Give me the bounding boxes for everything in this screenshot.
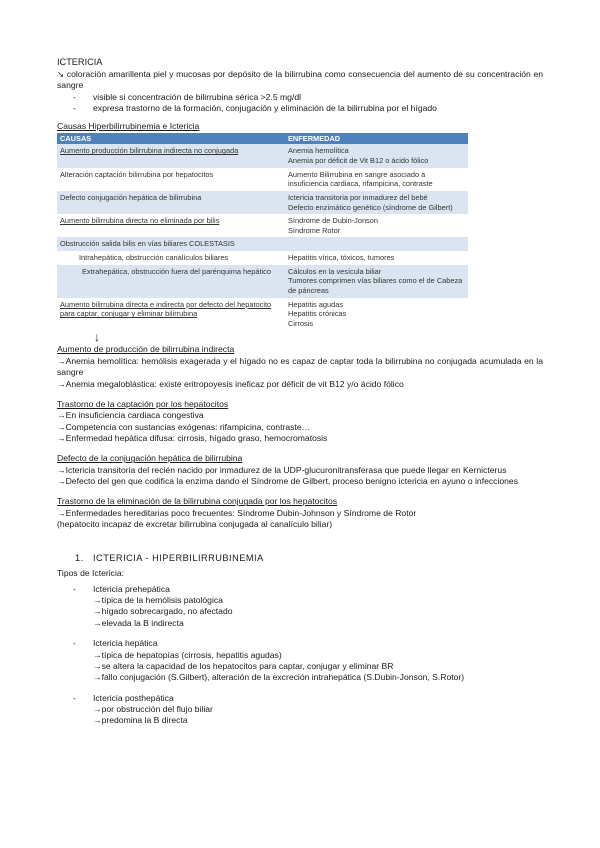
section-line: →Anemia megaloblástica: existe eritropoyesis ineficaz por déficit de vit B12 y/o ácido fólico (57, 378, 404, 389)
document-content (57, 56, 543, 736)
type-group (57, 693, 543, 727)
section-line: →Enfermedad hepática difusa: cirrosis, hígado graso, hemocromatosis (57, 432, 328, 443)
table-cell-cause: Aumento producción bilirrubina indirecta no conjugada (57, 144, 285, 167)
type-item: →se altera la capacidad de los hepatocitos para captar, conjugar y eliminar BR (93, 660, 394, 671)
section-line: →Anemia hemolítica: hemólisis exagerada y el hígado no es capaz de captar toda la bilirrubina no conjugada acumulada en la sangre (57, 355, 543, 378)
type-group (57, 584, 543, 629)
intro-point: - visible si concentración de bilirrubina sérica >2.5 mg/dl (73, 91, 302, 102)
types-label: Tipos de Ictericia: (57, 568, 125, 579)
table-header-causes: CAUSAS (57, 133, 285, 145)
intro-text: coloración amarillenta piel y mucosas por depósito de la bilirrubina como consecuencia del aumento de su concentración en sangre (57, 69, 543, 91)
section-elimination (57, 496, 543, 530)
type-group (57, 638, 543, 683)
section-line: →Competencia con sustancias exógenas: rifampicina, contraste… (57, 421, 311, 432)
table-row (57, 214, 468, 237)
table-cell-disease: Síndrome de Dubin-Jonson Síndrome Rotor (288, 216, 378, 235)
document-title: ICTERICIA (57, 57, 103, 67)
table-cell-disease: Cálculos en la vesícula biliar Tumores comprimen vías biliares como el de Cabeza de páncreas (285, 265, 468, 298)
intro-points (57, 92, 543, 115)
section-line: →Ictericia transitoria del recién nacido por inmadurez de la UDP-glucuronitransferasa que puede llegar en Kernicterus (57, 464, 507, 475)
section-heading: Trastorno de la captación por los hepatocitos (57, 398, 229, 409)
section-conjugation (57, 453, 543, 487)
table-row (57, 251, 468, 265)
table-cell-disease: Hepatitis agudas Hepatitis crónicas Cirrosis (288, 299, 347, 328)
type-item: →típica de la hemólisis patológica (93, 595, 223, 606)
section-heading: Aumento de producción de bilirrubina indirecta (57, 344, 235, 355)
table-cell-cause: Obstrucción salida bilis en vías biliares COLESTASIS (57, 237, 285, 251)
type-item: →fallo conjugación (S.Gilbert), alteración de la excreción intrahepática (S.Dubin-Jonson, S.Rotor) (93, 672, 465, 683)
type-name: - Ictericia prehepática (73, 583, 170, 594)
type-item: →típica de hepatopías (cirrosis, hepatitis agudas) (93, 649, 282, 660)
table-row (57, 191, 468, 214)
table-caption: Causas Hiperbilirrubinemia e Ictericia (57, 120, 200, 131)
intro-point: - expresa trastorno de la formación, conjugación y eliminación de la bilirrubina por el hígado (73, 103, 437, 114)
table-row (57, 168, 468, 191)
table-row (57, 144, 468, 167)
types-list (57, 584, 543, 727)
table-cell-disease (285, 237, 468, 251)
intro-definition (57, 69, 543, 92)
section-line: →Enfermedades hereditarias poco frecuentes: Síndrome Dubin-Johnson y Síndrome de Rotor (57, 507, 417, 518)
table-cell-disease: Hepatitis vírica, tóxicos, tumores (288, 253, 395, 263)
table-cell-cause: Extrahepática, obstrucción fuera del parénquima hepático (57, 265, 285, 298)
section-heading: Defecto de la conjugación hepática de bilirrubina (57, 453, 243, 464)
section-line: (hepatocito incapaz de excretar bilirrubina conjugada al canalículo biliar) (57, 518, 333, 529)
section-production (57, 344, 543, 389)
table-row (57, 265, 468, 298)
intro-bullet: ↘ (57, 69, 65, 80)
table-cell-disease: Anemia hemolítica Anemia por déficit de Vit B12 o ácido fólico (285, 144, 468, 167)
table-cell-disease: Aumento Bilirrubina en sangre asociado a insuficiencia cardiaca, rifampicina, contraste (288, 169, 433, 189)
section-line: →En insuficiencia cardiaca congestiva (57, 410, 204, 421)
numbered-heading (57, 552, 543, 564)
table-cell-disease: Ictericia transitoria por inmadurez del bebé Defecto enzimático genético (síndrome de Gilbert) (285, 191, 468, 214)
down-arrow-icon: ↓ (94, 330, 100, 345)
type-item: →por obstrucción del flujo biliar (93, 703, 213, 714)
heading-number: 1. (75, 553, 84, 564)
table-header-disease: ENFERMEDAD (285, 133, 468, 145)
section-heading: Trastorno de la eliminación de la bilirrubina conjugada por los hepatocitos (57, 496, 338, 507)
table-cell-cause: Aumento bilirrubina directa e indirecta por defecto del hepatocito para captar, conjugar y eliminar bilirrubina (60, 299, 272, 319)
heading-text: ICTERICIA - HIPERBILIRRUBINEMIA (93, 553, 264, 564)
type-item: →predomina la B directa (93, 715, 188, 726)
table-header-row (57, 133, 468, 145)
type-name: - Ictericia hepática (73, 638, 158, 649)
table-row (57, 298, 468, 331)
table-cell-cause: Intrahepática, obstrucción canalículos biliares (79, 253, 229, 263)
section-line: →Defecto del gen que codifica la enzima dando el Síndrome de Gilbert, proceso benigno ictericia en ayuno o infecciones (57, 475, 518, 486)
section-captation (57, 399, 543, 444)
table-cell-cause: Aumento bilirrubina directa no eliminada por bilis (60, 216, 220, 226)
table-cell-cause: Alteración captación bilirrubina por hepatocitos (60, 169, 214, 179)
table-row (57, 237, 468, 251)
type-item: →hígado sobrecargado, no afectado (93, 606, 233, 617)
type-item: →elevada la B indirecta (93, 617, 184, 628)
table-cell-cause: Defecto conjugación hepática de bilirrubina (57, 191, 285, 214)
causes-table (57, 133, 468, 331)
type-name: - Ictericia posthepática (73, 692, 174, 703)
